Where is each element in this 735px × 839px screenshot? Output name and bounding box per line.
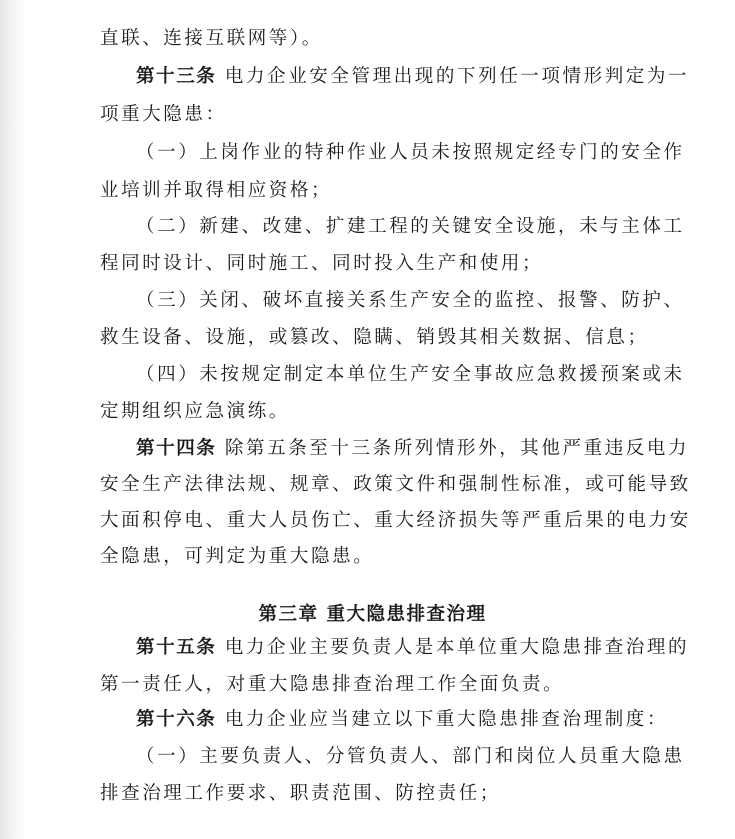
article-13-line-1: 第十三条 电力企业安全管理出现的下列任一项情形判定为一 (136, 66, 690, 87)
item-13-2-line-1: （二）新建、改建、扩建工程的关键安全设施，未与主体工 (136, 216, 685, 237)
item-16-1-line-1: （一）主要负责人、分管负责人、部门和岗位人员重大隐患 (136, 746, 685, 767)
item-13-2-line-2: 程同时设计、同时施工、同时投入生产和使用； (100, 253, 544, 274)
article-16-line-1: 第十六条 电力企业应当建立以下重大隐患排查治理制度： (136, 709, 668, 730)
article-14-line-4: 全隐患，可判定为重大隐患。 (100, 546, 375, 567)
item-16-1-line-2: 排查治理工作要求、职责范围、防控责任； (100, 783, 501, 804)
article-14-label: 第十四条 (136, 438, 217, 459)
paragraph-continuation: 直联、连接互联网等）。 (100, 28, 323, 49)
item-13-1-line-1: （一）上岗作业的特种作业人员未按照规定经专门的安全作 (136, 142, 685, 163)
item-13-4-line-2: 定期组织应急演练。 (100, 401, 290, 422)
chapter-3-heading: 第三章 重大隐患排查治理 (258, 604, 487, 625)
article-14-line-2: 安全生产法律法规、规章、政策文件和强制性标准，或可能导致 (100, 474, 691, 495)
page-edge-shadow (0, 0, 26, 839)
article-13-label: 第十三条 (136, 66, 217, 87)
article-13-line-2: 项重大隐患： (100, 104, 227, 125)
article-14-line-1: 第十四条 除第五条至十三条所列情形外，其他严重违反电力 (136, 438, 690, 459)
article-15-line-2: 第一责任人，对重大隐患排查治理工作全面负责。 (100, 674, 565, 695)
item-13-3-line-2: 救生设备、设施，或篡改、隐瞒、销毁其相关数据、信息； (100, 327, 649, 348)
article-14-line-3: 大面积停电、重大人员伤亡、重大经济损失等严重后果的电力安 (100, 510, 691, 531)
item-13-4-line-1: （四）未按规定制定本单位生产安全事故应急救援预案或未 (136, 364, 685, 385)
item-13-3-line-1: （三）关闭、破坏直接关系生产安全的监控、报警、防护、 (136, 290, 685, 311)
article-16-label: 第十六条 (136, 709, 217, 730)
article-15-label: 第十五条 (136, 637, 217, 658)
item-13-1-line-2: 业培训并取得相应资格； (100, 180, 333, 201)
article-15-line-1: 第十五条 电力企业主要负责人是本单位重大隐患排查治理的 (136, 637, 690, 658)
